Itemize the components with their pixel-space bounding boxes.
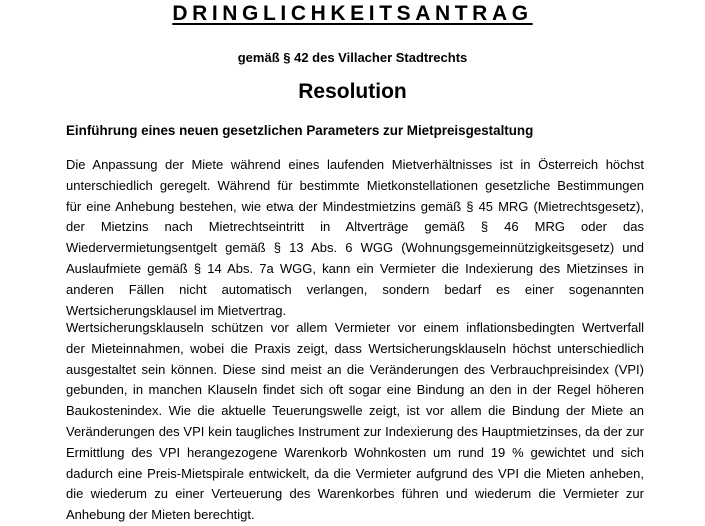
paragraph-line: Auslaufmiete gemäß § 14 Abs. 7a WGG, kann ein Vermieter die Indexierung des Mietzinses in bbox=[66, 260, 644, 276]
paragraph-line: Die Anpassung der Miete während eines laufenden Mietverhältnisses ist in Österreich höchst bbox=[66, 157, 644, 172]
paragraph-line: dadurch eine Preis-Mietspirale entwickelt, da die Vermieter aufgrund des VPI die Mieten anheben, bbox=[66, 465, 644, 481]
document-title: DRINGLICHKEITSANTRAG bbox=[172, 2, 533, 25]
paragraph-line: Baukostenindex. Wie die aktuelle Teuerungswelle zeigt, ist vor allem die Bindung der Miete an bbox=[66, 403, 644, 419]
paragraph-line: die wiederum zu einer Verteuerung des Warenkorbes führen und wiederum die Vermieter zur bbox=[66, 486, 644, 502]
paragraph-line: der Mieteinnahmen, wobei die Praxis zeigt, dass Wertsicherungsklauseln höchst unterschiedlich bbox=[66, 340, 644, 356]
paragraph-line: Veränderungen des VPI kein taugliches Instrument zur Indexierung des Hauptmietzinses, da der zur bbox=[66, 423, 644, 439]
paragraph-line: Ermittlung des VPI herangezogene Warenkorb Wohnkosten um rund 19 % gewichtet und sich bbox=[66, 444, 644, 460]
paragraph-line: Anhebung der Mieten berechtigt. bbox=[66, 507, 255, 523]
paragraph-line: Wertsicherungsklausel im Mietvertrag. bbox=[66, 302, 287, 318]
paragraph-line: unterschiedlich geregelt. Während für bestimmte Mietkonstellationen gesetzliche Bestimmungen bbox=[66, 177, 644, 193]
paragraph-1 bbox=[66, 155, 644, 321]
paragraph-line: Wertsicherungsklauseln schützen vor allem Vermieter vor einem inflationsbedingten Wertverfall bbox=[66, 320, 644, 335]
paragraph-line: gebunden, in manchen Klauseln findet sich oft sogar eine Bindung an den in der Regel höheren bbox=[66, 382, 644, 398]
document-subtitle: gemäß § 42 des Villacher Stadtrechts bbox=[237, 50, 468, 65]
paragraph-line: Wiedervermietungsentgelt gemäß § 13 Abs. 6 WGG (Wohnungsgemeinnützigkeitsgesetz) und bbox=[66, 240, 644, 256]
paragraph-line: anderen Fällen nicht automatisch verlangen, sondern bedarf es einer sogenannten bbox=[66, 281, 644, 297]
paragraph-line: der Mietzins nach Mietrechtseintritt in Altverträge gemäß § 46 MRG oder das bbox=[66, 219, 644, 235]
paragraph-line: ausgestaltet sein können. Diese sind meist an die Veränderungen des Verbrauchpreisindex (VPI) bbox=[66, 361, 644, 377]
section-heading: Einführung eines neuen gesetzlichen Parameters zur Mietpreisgestaltung bbox=[66, 123, 534, 138]
paragraph-2 bbox=[66, 318, 644, 526]
paragraph-line: für eine Anhebung bestehen, wie etwa der Mindestmietzins gemäß § 45 MRG (Mietrechtsgesetz), bbox=[66, 198, 644, 214]
resolution-heading: Resolution bbox=[298, 80, 407, 103]
